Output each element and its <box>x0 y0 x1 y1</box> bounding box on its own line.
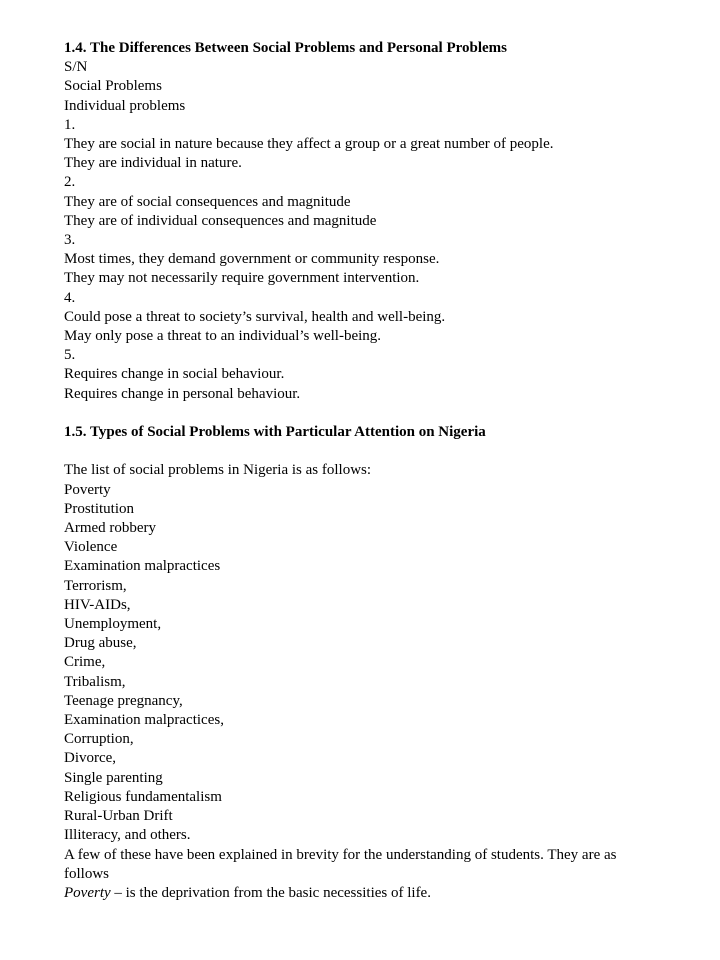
list-item: Teenage pregnancy, <box>64 692 183 709</box>
list-item: Tribalism, <box>64 673 126 690</box>
section-heading-types: 1.5. Types of Social Problems with Particular Attention on Nigeria <box>64 424 486 441</box>
spacer <box>64 404 664 423</box>
table-row-sn: 4. <box>64 289 76 306</box>
table-row-sn: 2. <box>64 174 76 191</box>
list-item: Examination malpractices, <box>64 712 224 729</box>
table-row-social: Could pose a threat to society’s survival, health and well-being. <box>64 308 446 325</box>
list-item: Armed robbery <box>64 520 157 537</box>
list-item: Divorce, <box>64 750 117 767</box>
list-item: HIV-AIDs, <box>64 596 131 613</box>
list-item: Single parenting <box>64 769 163 786</box>
table-header-individual: Individual problems <box>64 97 186 114</box>
list-item: Corruption, <box>64 731 134 748</box>
table-row-social: They are social in nature because they affect a group or a great number of people. <box>64 136 554 153</box>
table-row-sn: 3. <box>64 232 76 249</box>
table-row-individual: Requires change in personal behaviour. <box>64 385 301 402</box>
list-item: Prostitution <box>64 500 135 517</box>
list-item: Examination malpractices <box>64 558 221 575</box>
poverty-definition-line <box>64 884 664 903</box>
section-heading-differences: 1.4. The Differences Between Social Problems and Personal Problems <box>64 40 508 56</box>
list-item: Unemployment, <box>64 616 162 633</box>
list-item: Terrorism, <box>64 577 127 594</box>
table-row-social: Most times, they demand government or community response. <box>64 251 440 268</box>
poverty-term: Poverty <box>64 884 111 901</box>
list-item: Illiteracy, and others. <box>64 827 191 844</box>
table-row-individual: They are of individual consequences and magnitude <box>64 212 377 229</box>
table-row-sn: 1. <box>64 116 76 133</box>
table-row-social: Requires change in social behaviour. <box>64 366 285 383</box>
table-header-social: Social Problems <box>64 78 162 95</box>
poverty-definition: – is the deprivation from the basic necessities of life. <box>110 884 431 901</box>
spacer <box>64 442 664 461</box>
table-header-sn: S/N <box>64 59 88 76</box>
list-item: Drug abuse, <box>64 635 137 652</box>
table-row-individual: They may not necessarily require government intervention. <box>64 270 420 287</box>
list-item: Rural-Urban Drift <box>64 808 173 825</box>
list-item: Poverty <box>64 481 111 498</box>
table-row-individual: They are individual in nature. <box>64 155 242 172</box>
document-page <box>64 39 664 903</box>
list-item: Crime, <box>64 654 106 671</box>
closing-paragraph: A few of these have been explained in brevity for the understanding of students. They are as follows <box>64 846 617 882</box>
list-item: Religious fundamentalism <box>64 788 222 805</box>
table-row-individual: May only pose a threat to an individual’s well-being. <box>64 328 382 345</box>
list-item: Violence <box>64 539 118 556</box>
list-intro: The list of social problems in Nigeria is as follows: <box>64 462 372 479</box>
table-row-social: They are of social consequences and magnitude <box>64 193 351 210</box>
table-row-sn: 5. <box>64 347 76 364</box>
